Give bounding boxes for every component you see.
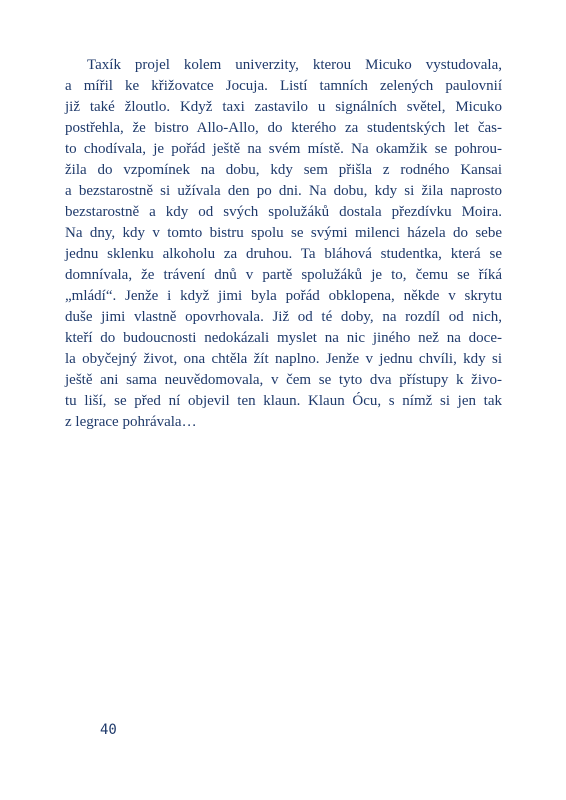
text-line: Taxík projel kolem univerzity, kterou Micuko vystudovala,	[87, 57, 502, 73]
text-line: žila do vzpomínek na dobu, kdy sem přišla z rodného Kansai	[65, 162, 502, 178]
text-line: a mířil ke křižovatce Jocuja. Listí tamních zelených paulovnií	[65, 78, 502, 94]
text-line: kteří do budoucnosti nedokázali myslet na nic jiného než na doce-	[65, 330, 502, 346]
text-line: „mládí“. Jenže i když jimi byla pořád obklopena, někde v skrytu	[65, 288, 502, 304]
text-line: to chodívala, je pořád ještě na svém místě. Na okamžik se pohrou-	[65, 141, 502, 157]
text-line: z legrace pohrávala…	[65, 414, 197, 430]
text-line: duše jimi vlastně opovrhovala. Již od té doby, na rozdíl od nich,	[65, 309, 502, 325]
text-line: la obyčejný život, ona chtěla žít naplno. Jenže v jednu chvíli, kdy si	[65, 351, 502, 367]
text-line: již také žloutlo. Když taxi zastavilo u signálních světel, Micuko	[65, 99, 502, 115]
page-number: 40	[100, 722, 117, 738]
text-line: Na dny, kdy v tomto bistru spolu se svými milenci házela do sebe	[65, 225, 502, 241]
text-line: bezstarostně a kdy od svých spolužáků dostala přezdívku Moira.	[65, 204, 502, 220]
text-line: a bezstarostně si užívala den po dni. Na dobu, kdy si žila naprosto	[65, 183, 502, 199]
text-line: ještě ani sama neuvědomovala, v čem se tyto dva přístupy k živo-	[65, 372, 502, 388]
text-line: jednu sklenku alkoholu za druhou. Ta bláhová studentka, která se	[65, 246, 502, 262]
text-line: postřehla, že bistro Allo-Allo, do kterého za studentských let čas-	[65, 120, 502, 136]
text-line: domnívala, že trávení dnů v partě spolužáků je to, čemu se říká	[65, 267, 502, 283]
body-paragraph	[65, 55, 502, 433]
text-line: tu liší, se před ní objevil ten klaun. Klaun Ócu, s nímž si jen tak	[65, 393, 502, 409]
